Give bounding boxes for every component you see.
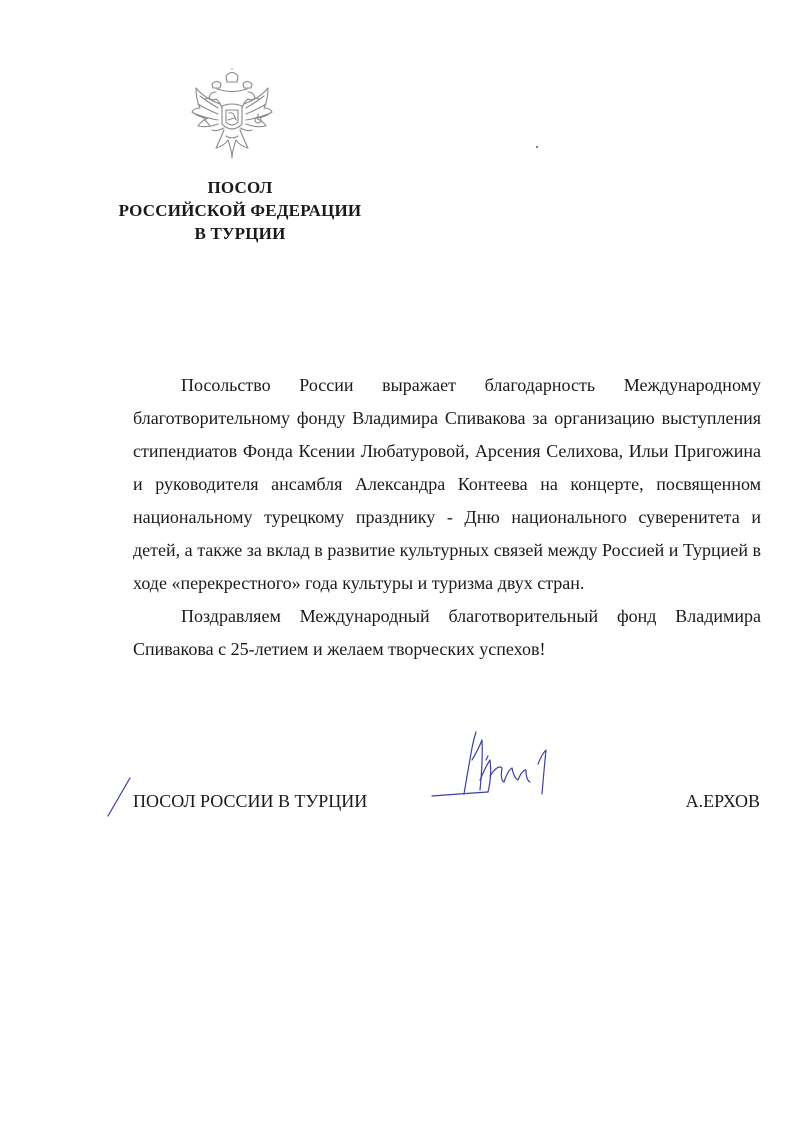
header-line-3: В ТУРЦИИ bbox=[194, 224, 286, 243]
double-headed-eagle-icon bbox=[190, 68, 274, 160]
scan-speck bbox=[536, 146, 538, 148]
handwritten-signature bbox=[428, 720, 563, 810]
letterhead-title bbox=[100, 176, 380, 245]
signatory-title: ПОСОЛ РОССИИ В ТУРЦИИ bbox=[133, 791, 368, 811]
signatory-name: А.ЕРХОВ bbox=[685, 791, 760, 811]
header-line-2: РОССИЙСКОЙ ФЕДЕРАЦИИ bbox=[118, 201, 362, 220]
pen-stroke-mark bbox=[104, 774, 134, 820]
letter-body bbox=[133, 369, 761, 666]
coat-of-arms-emblem bbox=[190, 68, 274, 160]
paragraph-gratitude: Посольство России выражает благодарность Международному благотворительному фонду Владимира Спивакова за организацию выступления стипендиатов Фонда Ксении Любатуровой, Арсения Селихова, Ильи Пригожина и руководителя ансамбля Александра Контеева на концерте, посвященном национальному турецкому празднику - Дню национального суверенитета и детей, а также за вклад в развитие культурных связей между Россией и Турцией в ходе «перекрестного» года культуры и туризма двух стран. bbox=[133, 375, 761, 593]
paragraph-congratulations: Поздравляем Международный благотворительный фонд Владимира Спивакова с 25-летием и желаем творческих успехов! bbox=[133, 606, 761, 659]
header-line-1: ПОСОЛ bbox=[207, 178, 273, 197]
signature-block bbox=[0, 780, 793, 840]
